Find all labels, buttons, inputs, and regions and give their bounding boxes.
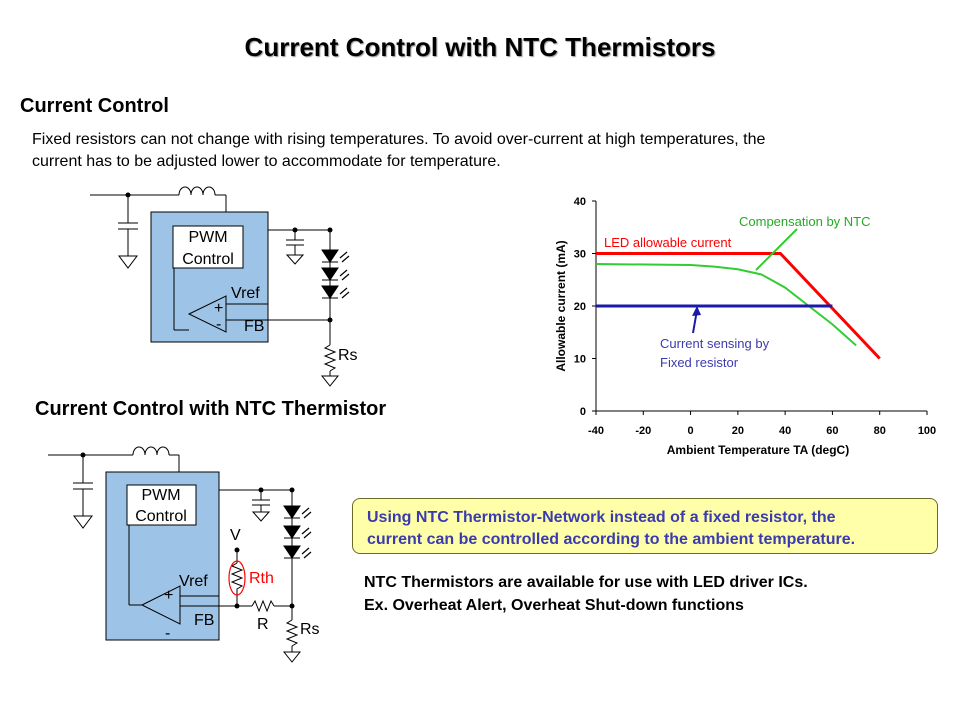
x-tick-label: 60 xyxy=(826,425,839,437)
section-heading-ntc: Current Control with NTC Thermistor xyxy=(35,398,387,420)
annotation-current-sensing-2: Fixed resistor xyxy=(660,355,739,370)
rth-label: Rth xyxy=(249,570,274,587)
opamp-plus-2: + xyxy=(164,587,174,604)
x-tick-label: 80 xyxy=(873,425,886,437)
control-label-2: Control xyxy=(135,508,187,525)
intro-line-1: Fixed resistors can not change with rising temperatures. To avoid over-current at high temperatures, the xyxy=(32,131,766,148)
fb-label-2: FB xyxy=(194,612,215,629)
y-tick-label: 10 xyxy=(573,353,586,366)
x-tick-label: 20 xyxy=(731,425,744,437)
r-label: R xyxy=(257,616,269,633)
rs-label: Rs xyxy=(338,347,358,364)
notes-line-1: NTC Thermistors are available for use with LED driver ICs. xyxy=(364,574,808,591)
v-label: V xyxy=(230,527,241,544)
pwm-label-2: PWM xyxy=(141,487,181,504)
y-tick-label: 30 xyxy=(573,248,586,261)
annotation-compensation-ntc: Compensation by NTC xyxy=(739,214,871,229)
callout-line-1: Using NTC Thermistor-Network instead of a fixed resistor, the xyxy=(367,509,836,526)
vref-label: Vref xyxy=(231,285,260,302)
y-axis-label: Allowable current (mA) xyxy=(554,240,568,372)
annotation-led-allowable: LED allowable current xyxy=(604,235,732,250)
chart-ticks xyxy=(574,196,936,437)
fb-label: FB xyxy=(244,318,265,335)
notes-line-2: Ex. Overheat Alert, Overheat Shut-down functions xyxy=(364,597,744,614)
vref-label-2: Vref xyxy=(179,573,208,590)
opamp-plus: + xyxy=(214,300,224,317)
control-label: Control xyxy=(182,251,234,268)
x-tick-label: -20 xyxy=(635,425,652,437)
opamp-minus: - xyxy=(216,316,222,333)
y-tick-label: 40 xyxy=(573,196,586,208)
pwm-label: PWM xyxy=(188,229,228,246)
y-tick-label: 20 xyxy=(573,301,586,313)
callout-line-2: current can be controlled according to the ambient temperature. xyxy=(367,531,856,548)
y-tick-label: 0 xyxy=(579,406,586,418)
x-tick-label: 40 xyxy=(779,425,792,437)
rs-label-2: Rs xyxy=(300,621,320,638)
notes xyxy=(364,571,808,617)
x-tick-label: -40 xyxy=(588,425,604,437)
x-tick-label: 0 xyxy=(687,425,694,437)
intro-line-2: current has to be adjusted lower to accommodate for temperature. xyxy=(32,153,501,170)
section-heading-current-control: Current Control xyxy=(20,95,169,117)
opamp-minus-2: - xyxy=(165,625,171,642)
callout-box xyxy=(352,498,938,554)
x-axis-label: Ambient Temperature TA (degC) xyxy=(666,443,850,457)
annotation-current-sensing-1: Current sensing by xyxy=(660,336,770,351)
page-title: Current Control with NTC Thermistors xyxy=(244,32,716,62)
x-tick-label: 100 xyxy=(917,425,937,437)
